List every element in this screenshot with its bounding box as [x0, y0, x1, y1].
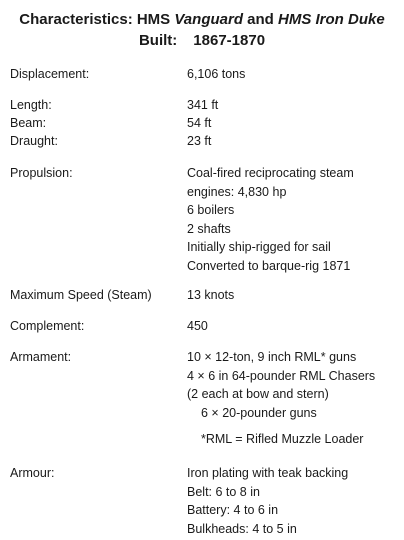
spec-value: 54 ft [187, 116, 212, 130]
spec-value: 23 ft [187, 134, 212, 148]
spec-line: Initially ship-rigged for sail [187, 240, 331, 254]
spec-line: 10 × 12-ton, 9 inch RML* guns [187, 350, 357, 364]
spec-value: 341 ft [187, 98, 219, 112]
built-label: Built: [138, 32, 178, 49]
built-years: 1867-1870 [193, 32, 266, 49]
title-prefix: Characteristics: HMS [19, 11, 175, 28]
spec-line: Belt: 6 to 8 in [187, 484, 260, 499]
spec-line: engines: 4,830 hp [187, 184, 287, 199]
page-title [0, 10, 404, 29]
ship-name-vanguard: Vanguard [174, 11, 243, 28]
spec-line: 6 × 20-pounder guns [201, 405, 317, 420]
spec-line: (2 each at bow and stern) [187, 387, 329, 401]
ship-name-iron-duke: HMS Iron Duke [278, 11, 385, 28]
spec-value-list [187, 348, 375, 449]
spec-line: Iron plating with teak backing [187, 466, 349, 480]
spec-label: Maximum Speed (Steam) [10, 288, 152, 302]
spec-line: 6 boilers [187, 203, 235, 217]
built-line [0, 31, 404, 50]
spec-value: 450 [187, 319, 208, 333]
spec-value-list [187, 164, 354, 275]
spec-label: Draught: [10, 134, 58, 148]
spec-label: Armour: [10, 466, 55, 480]
spec-value-list [187, 464, 348, 538]
spec-label: Beam: [10, 116, 47, 130]
spec-line: Bulkheads: 4 to 5 in [187, 521, 297, 536]
spec-value: 13 knots [187, 288, 235, 302]
footnote: *RML = Rifled Muzzle Loader [201, 432, 364, 446]
spec-label: Complement: [10, 319, 85, 333]
spec-line: Coal-fired reciprocating steam [187, 166, 354, 180]
spec-label: Length: [10, 98, 52, 112]
spec-line: 4 × 6 in 64-pounder RML Chasers [187, 368, 376, 383]
spec-line: Converted to barque-rig 1871 [187, 258, 351, 273]
spec-label: Displacement: [10, 67, 90, 81]
spec-label: Armament: [10, 350, 72, 364]
spec-line: 2 shafts [187, 221, 231, 236]
spec-value: 6,106 tons [187, 67, 246, 81]
spec-line: Battery: 4 to 6 in [187, 503, 279, 517]
title-conjunction: and [242, 11, 278, 28]
spec-label: Propulsion: [10, 166, 73, 180]
